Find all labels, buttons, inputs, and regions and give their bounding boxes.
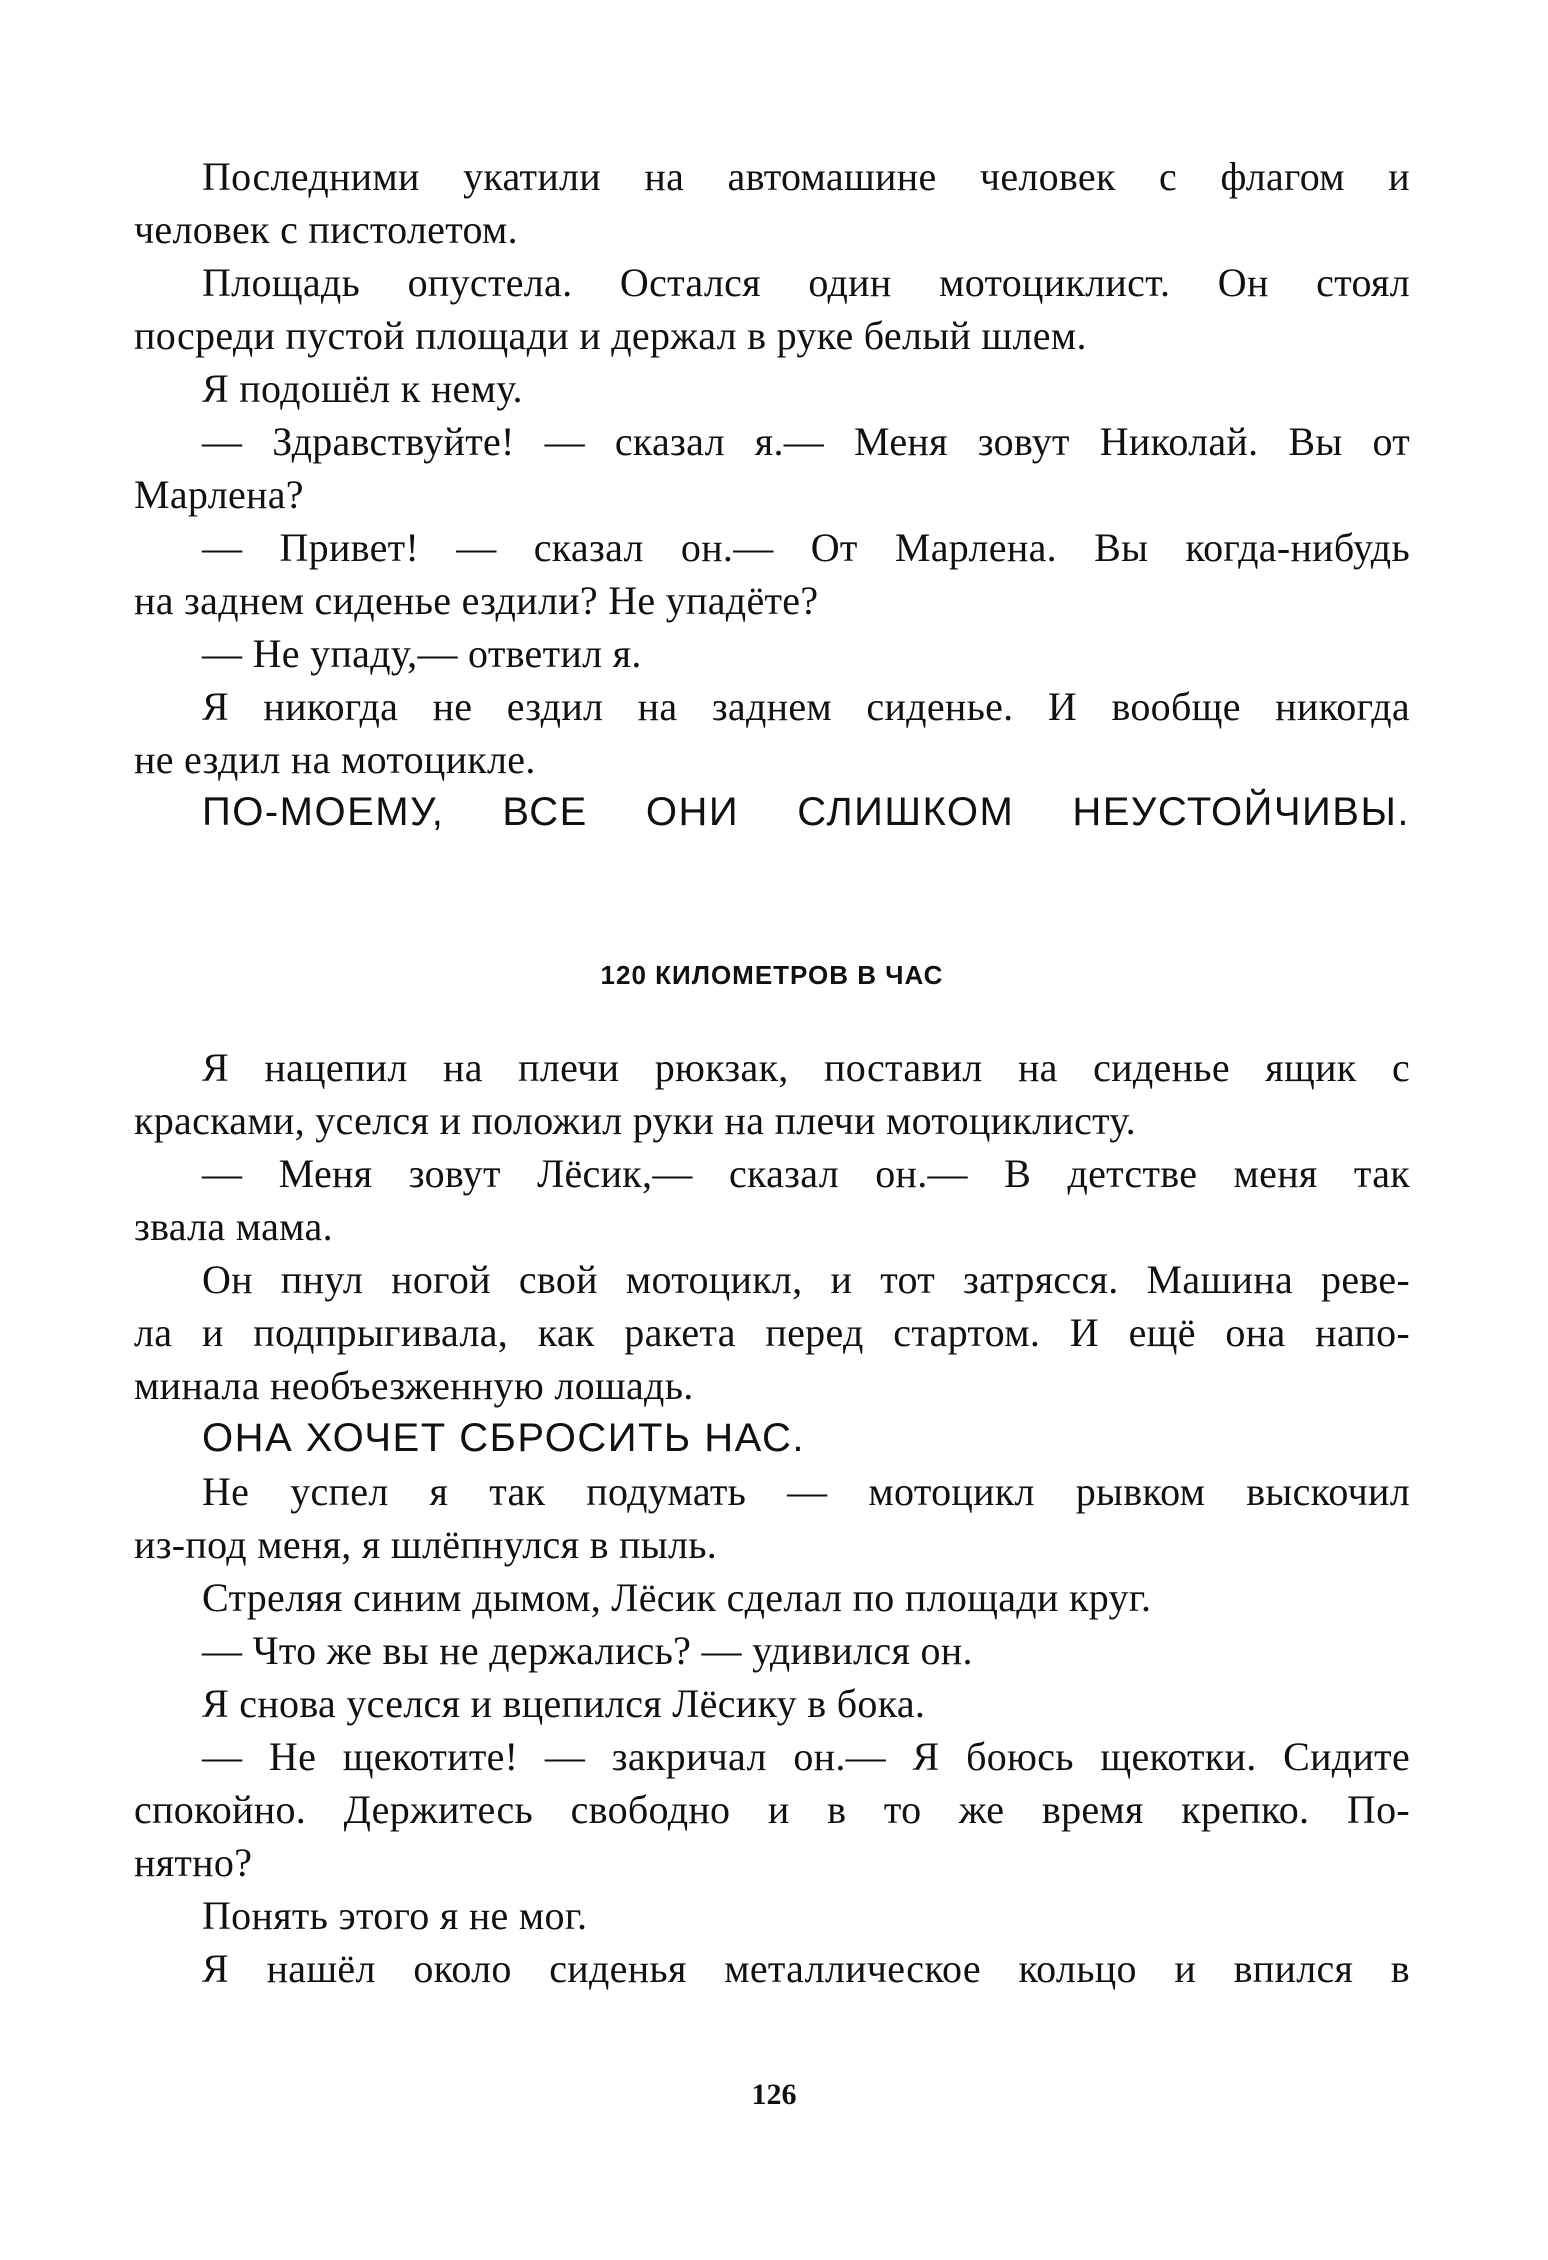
text-line: спокойно. Держитесь свободно и в то же время крепко. По- xyxy=(134,1787,1410,1832)
text-line: минала необъезженную лошадь. xyxy=(134,1363,694,1408)
text-line: Последними укатили на автомашине человек с флагом и xyxy=(202,154,1410,199)
text-line: нятно? xyxy=(134,1840,253,1885)
text-line: Понять этого я не мог. xyxy=(202,1893,588,1938)
text-line: Я никогда не ездил на заднем сиденье. И вообще никогда xyxy=(202,684,1410,729)
text-line: — Здравствуйте! — сказал я.— Меня зовут Николай. Вы от xyxy=(202,419,1410,464)
text-line: Не успел я так подумать — мотоцикл рывком выскочил xyxy=(202,1469,1410,1514)
text-line: — Не упаду,— ответил я. xyxy=(202,631,642,676)
text-line: — Не щекотите! — закричал он.— Я боюсь щекотки. Сидите xyxy=(202,1734,1410,1779)
text-line: ла и подпрыгивала, как ракета перед стартом. И ещё она напо- xyxy=(134,1310,1410,1355)
text-line: Я снова уселся и вцепился Лёсику в бока. xyxy=(202,1681,926,1726)
text-line: Марлена? xyxy=(134,472,304,517)
text-line: Я подошёл к нему. xyxy=(202,366,523,411)
text-line: — Меня зовут Лёсик,— сказал он.— В детстве меня так xyxy=(202,1151,1410,1196)
text-line: посреди пустой площади и держал в руке белый шлем. xyxy=(134,313,1087,358)
text-line: Я нацепил на плечи рюкзак, поставил на сиденье ящик с xyxy=(202,1045,1410,1090)
text-line: из-под меня, я шлёпнулся в пыль. xyxy=(134,1522,718,1567)
text-line: Площадь опустела. Остался один мотоциклист. Он стоял xyxy=(202,260,1410,305)
text-line: красками, уселся и положил руки на плечи мотоциклисту. xyxy=(134,1098,1136,1143)
text-line: — Привет! — сказал он.— От Марлена. Вы когда-нибудь xyxy=(202,525,1410,570)
text-line: звала мама. xyxy=(134,1204,333,1249)
text-line: человек с пистолетом. xyxy=(134,207,518,252)
page-body xyxy=(134,150,1410,1995)
section-2 xyxy=(134,1041,1410,1995)
text-line: — Что же вы не держались? — удивился он. xyxy=(202,1628,973,1673)
text-line: на заднем сиденье ездили? Не упадёте? xyxy=(134,578,819,623)
chapter-heading: 120 КИЛОМЕТРОВ В ЧАС xyxy=(600,960,944,990)
text-line: не ездил на мотоцикле. xyxy=(134,737,536,782)
page-number: 126 xyxy=(751,2078,797,2111)
text-line: Он пнул ногой свой мотоцикл, и тот затрясся. Машина реве- xyxy=(202,1257,1410,1302)
caps-thought-line: ОНА ХОЧЕТ СБРОСИТЬ НАС. xyxy=(202,1416,805,1460)
caps-thought-line: ПО-МОЕМУ, ВСЕ ОНИ СЛИШКОМ НЕУСТОЙЧИВЫ. xyxy=(202,790,1410,834)
text-line: Я нашёл около сиденья металлическое кольцо и впился в xyxy=(202,1946,1410,1991)
section-1 xyxy=(134,150,1410,839)
text-line: Стреляя синим дымом, Лёсик сделал по площади круг. xyxy=(202,1575,1152,1620)
